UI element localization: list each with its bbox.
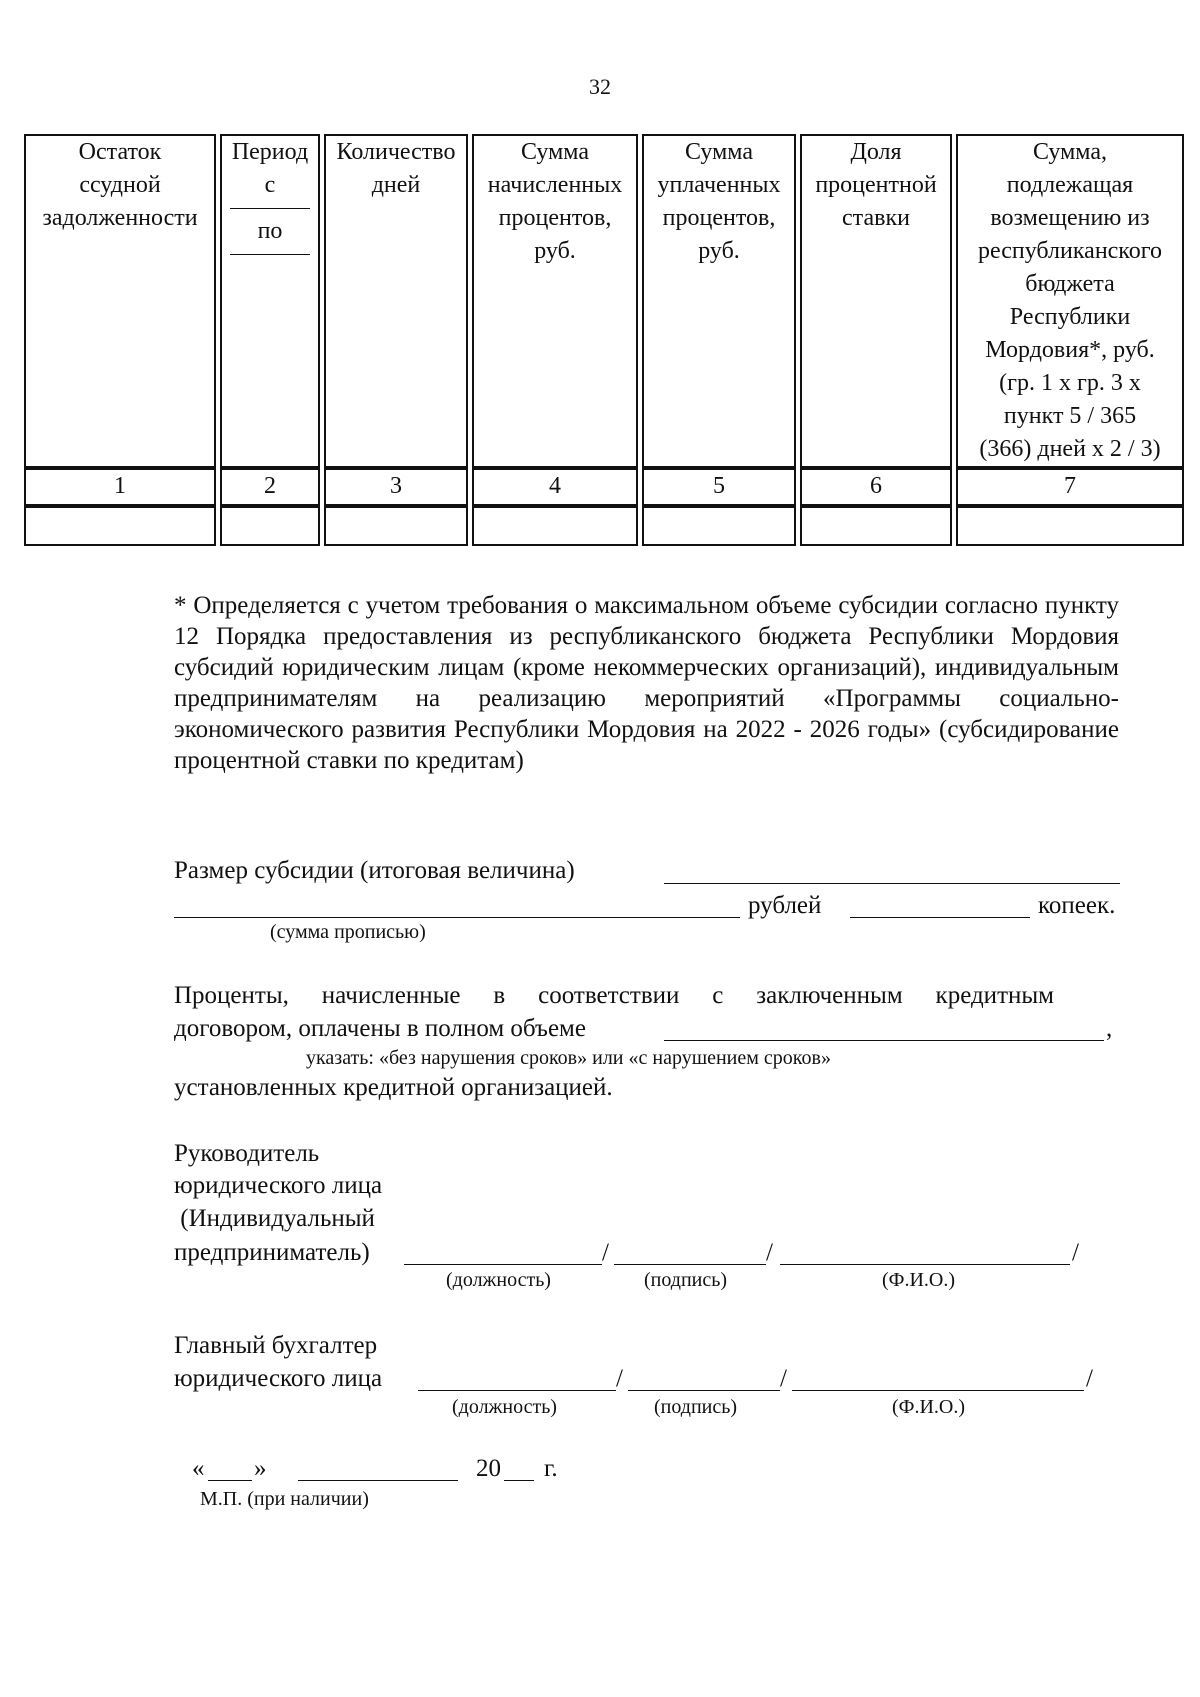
slash: / [616,1365,623,1392]
subsidy-amount-field[interactable] [664,883,1120,884]
kopeks-label: копеек. [1038,892,1116,919]
interest-line-2: договором, оплачены в полном объеме [174,1015,586,1042]
table-cell[interactable] [24,506,216,546]
column-number: 2 [220,468,320,506]
date-open-quote: « [192,1455,205,1482]
table-data-row [24,506,1184,546]
head-signature-field[interactable] [614,1264,766,1265]
date-year-prefix: 20 [476,1455,501,1482]
column-number: 6 [800,468,952,506]
head-title-line: (Индивидуальный [174,1205,375,1232]
footnote: * Определяется с учетом требования о максимальном объеме субсидии согласно пункту 12 Порядка предоставления из республиканского бюджета Республики Мордовия субсидий юридическим лицам (кроме некоммерческих организаций), индивидуальным предпринимателям на реализацию мероприятий «Программы социально-экономического развития Республики Мордовия на 2022 - 2026 годы» (субсидирование процентной ставки по кредитам) [174,592,1119,774]
period-to-line [230,254,310,255]
header-accrued-interest: Сумма начисленных процентов, руб. [472,134,638,468]
header-period: Период с по [220,134,320,468]
column-number: 4 [472,468,638,506]
head-position-field[interactable] [404,1264,602,1265]
position-caption: (должность) [446,1269,551,1291]
subsidy-label: Размер субсидии (итоговая величина) [174,857,575,884]
column-number: 1 [24,468,216,506]
table-cell[interactable] [800,506,952,546]
kopeks-field[interactable] [850,917,1030,918]
signature-caption: (подпись) [644,1269,728,1291]
payment-terms-hint: указать: «без нарушения сроков» или «с нарушением сроков» [306,1047,831,1069]
header-days: Количество дней [324,134,468,468]
header-paid-interest: Сумма уплаченных процентов, руб. [642,134,796,468]
comma: , [1106,1015,1113,1042]
subsidy-words-field[interactable] [174,917,740,918]
table-cell[interactable] [642,506,796,546]
accountant-title-line: юридического лица [174,1365,383,1392]
table-header-row [24,134,1184,468]
date-day-field[interactable] [208,1480,252,1481]
header-rate-share: Доля процентной ставки [800,134,952,468]
table-cell[interactable] [472,506,638,546]
amount-in-words-hint: (сумма прописью) [270,921,426,943]
date-year-field[interactable] [504,1480,534,1481]
calculation-table [20,134,1188,546]
date-year-suffix: г. [544,1455,558,1482]
date-close-quote: » [254,1455,267,1482]
head-fullname-field[interactable] [780,1264,1070,1265]
column-number: 3 [324,468,468,506]
interest-line-3: установленных кредитной организацией. [174,1074,613,1101]
accountant-position-field[interactable] [418,1390,616,1391]
position-caption: (должность) [452,1396,557,1418]
accountant-fullname-field[interactable] [792,1390,1084,1391]
head-title-line: предприниматель) [174,1239,370,1266]
accountant-signature-field[interactable] [628,1390,780,1391]
slash: / [602,1239,609,1266]
slash: / [780,1365,787,1392]
fullname-caption: (Ф.И.О.) [882,1269,956,1291]
table-cell[interactable] [220,506,320,546]
accountant-title-line: Главный бухгалтер [174,1332,378,1359]
stamp-note: М.П. (при наличии) [200,1488,369,1510]
table-cell[interactable] [324,506,468,546]
column-number: 7 [956,468,1184,506]
payment-terms-field[interactable] [664,1040,1104,1041]
period-from-line [230,208,310,209]
table-cell[interactable] [956,506,1184,546]
slash: / [1086,1365,1093,1392]
fullname-caption: (Ф.И.О.) [892,1396,966,1418]
signature-caption: (подпись) [654,1396,738,1418]
slash: / [1072,1239,1079,1266]
header-loan-balance: Остаток ссудной задолженности [24,134,216,468]
date-month-field[interactable] [298,1480,458,1481]
head-title-line: Руководитель [174,1140,320,1167]
column-number: 5 [642,468,796,506]
header-reimbursement-sum: Сумма, подлежащая возмещению из республиканского бюджета Республики Мордовия*, руб. (гр. 1 х гр. 3 х пункт 5 / 365 (366) дней х 2 / 3) [956,134,1184,468]
head-title-line: юридического лица [174,1172,383,1199]
interest-line-1: Проценты, начисленные в соответствии с заключенным кредитным [174,982,1054,1009]
column-number-row [24,468,1184,506]
slash: / [766,1239,773,1266]
rubles-label: рублей [748,892,822,919]
page-number: 32 [589,74,611,99]
